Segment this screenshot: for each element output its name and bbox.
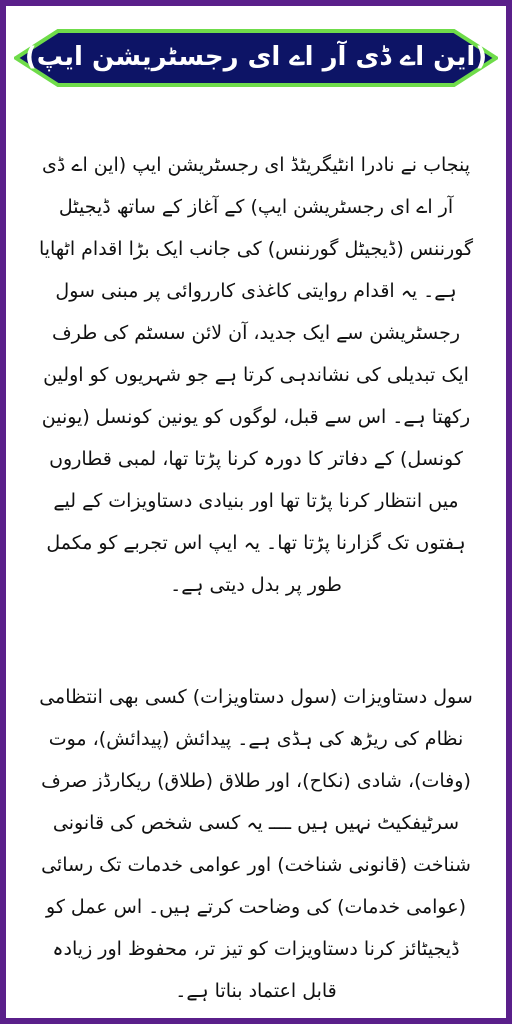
title-banner — [14, 28, 498, 88]
article-body — [36, 144, 476, 1012]
page-title: (این اے ڈی آر اے ای رجسٹریشن ایپ) — [24, 42, 488, 72]
article-paragraph-2: سول دستاویزات (سول دستاویزات) کسی بھی انتظامی نظام کی ریڑھ کی ہڈی ہے۔ پیدائش (پیدائش)، موت (وفات)، شادی (نکاح)، اور طلاق (طلاق) ریکارڈز صرف سرٹیفکیٹ نہیں ہیں ــــ یہ کسی شخص کی قانونی شناخت (قانونی شناخت) اور عوامی خدمات تک رسائی (عوامی خدمات) کی وضاحت کرتے ہیں۔ اس عمل کو ڈیجیٹائز کرنا دستاویزات کو تیز تر، محفوظ اور زیادہ قابل اعتماد بناتا ہے۔ — [39, 686, 473, 1002]
article-paragraph-1: پنجاب نے نادرا انٹیگریٹڈ ای رجسٹریشن ایپ (این اے ڈی آر اے ای رجسٹریشن ایپ) کے آغاز کے ساتھ ڈیجیٹل گورننس (ڈیجیٹل گورننس) کی جانب ایک بڑا اقدام اٹھایا ہے۔ یہ اقدام روایتی کاغذی کارروائی پر مبنی سول رجسٹریشن سے ایک جدید، آن لائن سسٹم کی طرف ایک تبدیلی کی نشاندہی کرتا ہے جو شہریوں کو اولین رکھتا ہے۔ اس سے قبل، لوگوں کو یونین کونسل (یونین کونسل) کے دفاتر کا دورہ کرنا پڑتا تھا، لمبی قطاروں میں انتظار کرنا پڑتا تھا اور بنیادی دستاویزات کے لیے ہفتوں تک گزارنا پڑتا تھا۔ یہ ایپ اس تجربے کو مکمل طور پر بدل دیتی ہے۔ — [38, 154, 474, 596]
